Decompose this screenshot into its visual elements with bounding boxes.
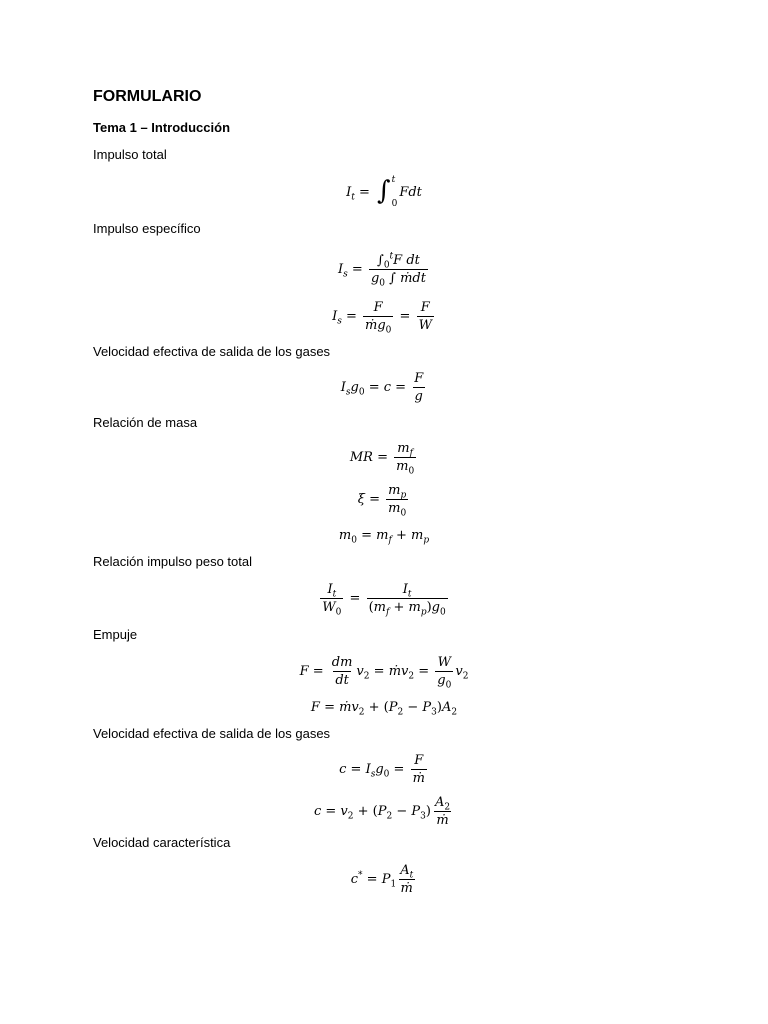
equation-mass-ratio: MR = $\frac{m_f}{m_0}$ (349, 440, 415, 477)
equation-velocidad-efectiva-3: c = $v_2$ + ( $P_2$ − $P_3$ ) $\frac{A_2}{\text{ṁ}}$ (313, 794, 451, 828)
equation-propellant-fraction: ξ = $\frac{m_p}{m_0}$ (357, 482, 407, 519)
equation-initial-mass: $m_0$ = $m_f$ + $m_p$ (338, 527, 430, 546)
equation-velocidad-efectiva-1: $I_sg_0$ = c = $\frac{F}{g}$ (340, 370, 424, 404)
equation-empuje-1: F = $\frac{dm}{dt}$ $v_2$ = ṁv$_2$ = $\frac{W}{g_0}$ $v_2$ (299, 654, 469, 691)
equation-velocidad-caracteristica: c* = $P_1$ $\frac{A_t}{\text{ṁ}}$ (350, 862, 414, 896)
label-velocidad-caracteristica: Velocidad característica (93, 835, 231, 850)
label-relacion-impulso-peso: Relación impulso peso total (93, 554, 252, 569)
label-velocidad-efectiva-2: Velocidad efectiva de salida de los gases (93, 726, 331, 741)
label-impulso-especifico: Impulso específico (93, 221, 201, 236)
document-title: FORMULARIO (93, 88, 202, 105)
label-relacion-masa: Relación de masa (93, 415, 198, 430)
equation-empuje-2: F = ṁv$_2$ + ( $P_2$ − $P_3$ ) $A_2$ (310, 699, 458, 718)
equation-impulso-total: $I_t$ = ∫ t 0 Fdt (346, 175, 422, 209)
equation-impulso-especifico-2: $I_s$ = $\frac{F}{ṁg_0}$ = $\frac{F}{W}$ (332, 299, 432, 336)
label-velocidad-efectiva-1: Velocidad efectiva de salida de los gases (93, 344, 331, 359)
equation-impulse-weight-ratio: $\frac{I_t}{W_0}$ = $\frac{I_t}{(m_f + m_p)g_0}$ (322, 581, 446, 618)
equation-velocidad-efectiva-2: c = $I_sg_0$ = $\frac{F}{\text{ṁ}}$ (339, 752, 425, 786)
section-heading: Tema 1 – Introducción (93, 120, 231, 135)
equation-impulso-especifico-1: $I_s$ = $\frac{\int_0^tF dt}{g_0 \int ṁdt}$ (338, 251, 426, 289)
label-empuje: Empuje (93, 627, 138, 642)
label-impulso-total: Impulso total (93, 147, 167, 162)
